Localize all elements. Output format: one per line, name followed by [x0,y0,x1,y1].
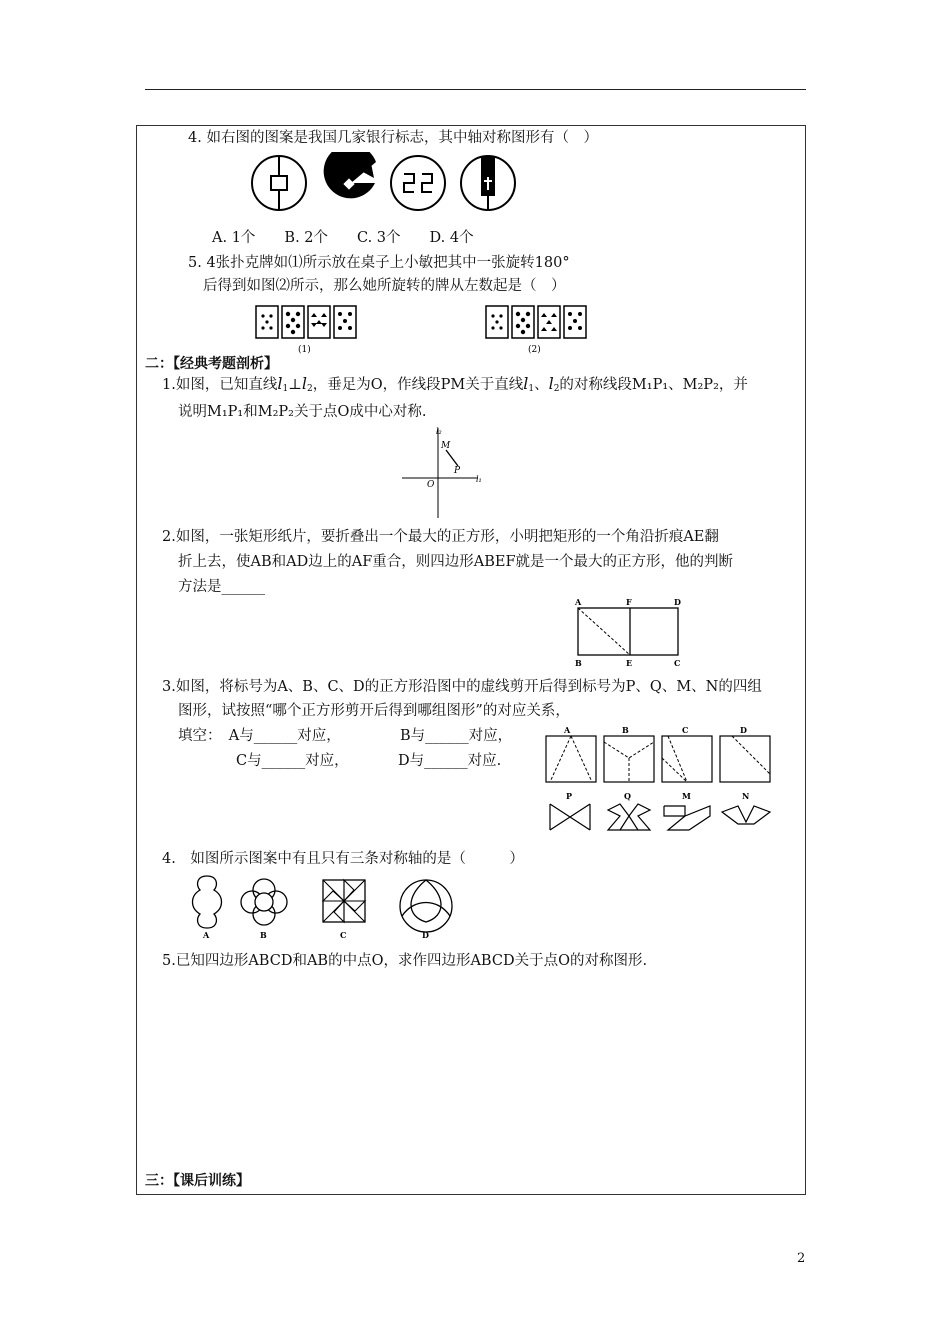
ex2-rectangle-figure [572,596,687,668]
label-l1: l₁ [476,475,482,484]
ex2-line1: 2.如图，一张矩形纸片，要折叠出一个最大的正方形，小明把矩形的一个角沿折痕AE翻 [162,529,719,545]
q4-banks-question: 4. 如右图的图案是我国几家银行标志，其中轴对称图形有（ ） [188,130,598,146]
svg-text:B: B [622,725,629,735]
bank-logos-figure [248,152,523,214]
ex3-fill-d: D与______对应. [398,753,502,769]
svg-text:B: B [575,658,582,668]
ex3-fill-a: 填空： A与______对应， [178,728,341,744]
svg-text:D: D [740,725,747,735]
svg-text:C: C [674,658,681,668]
ex2-line2: 折上去，使AB和AD边上的AF重合，则四边形ABEF就是一个最大的正方形，他的判断 [178,554,734,570]
section3-title: 三：【课后训练】 [145,1173,250,1189]
svg-text:A: A [203,930,210,940]
bank-logo-3 [391,156,445,210]
svg-text:A: A [564,725,571,735]
cards-label-2: (2) [528,345,541,355]
cards-set-1 [256,306,356,338]
ex3-fill-b: B与______对应， [400,728,513,744]
svg-text:N: N [742,791,750,801]
ex4-question: 4. 如图所示图案中有且只有三条对称轴的是（ ） [162,851,524,867]
ex5-question: 5.已知四边形ABCD和AB的中点O，求作四边形ABCD关于点O的对称图形. [162,953,648,969]
svg-text:Q: Q [624,791,631,801]
header-rule [145,89,806,90]
playing-cards-figure [252,304,612,356]
cards-label-1: (1) [298,345,311,355]
q5-cards-line2: 后得到如图⑵所示，那么她所旋转的牌从左数起是（ ） [203,278,566,294]
svg-text:D: D [674,597,681,607]
ex3-fill-c: C与______对应， [236,753,349,769]
bank-logo-1 [252,156,306,210]
ex1-axes-figure [398,426,488,524]
label-P: P [454,466,461,476]
svg-text:C: C [340,930,347,940]
ex1-line1: 1.如图，已知直线$l_1\perp l_2$，垂足为O，作线段PM关于直线$l_1$、$l_2$的对称线段M₁P₁、M₂P₂，并 [162,374,748,394]
bank-logo-4 [461,156,515,210]
svg-text:A: A [575,597,582,607]
section2-title: 二：【经典考题剖析】 [145,356,278,372]
svg-text:E: E [626,658,633,668]
q5-cards-line1: 5. 4张扑克牌如⑴所示放在桌子上小敏把其中一张旋转180° [188,255,570,271]
label-O: O [427,480,435,490]
label-l2: l₂ [436,427,442,436]
label-M: M [441,441,451,451]
svg-text:M: M [682,791,691,801]
ex1-line2: 说明M₁P₁和M₂P₂关于点O成中心对称. [178,404,427,420]
svg-text:B: B [260,930,267,940]
svg-text:D: D [422,930,429,940]
cards-set-2 [486,306,586,338]
ex3-cut-squares-figure [542,722,777,834]
ex2-line3: 方法是______ [178,579,265,595]
ex3-line2: 图形，试按照“哪个正方形剪开后得到哪组图形”的对应关系， [178,703,570,719]
svg-text:C: C [682,725,689,735]
svg-text:P: P [566,791,573,801]
svg-text:F: F [626,597,632,607]
q4-banks-options: A. 1个 B. 2个 C. 3个 D. 4个 [212,230,474,246]
ex4-symmetry-figure [178,872,456,940]
bank-logo-2 [324,152,376,198]
ex3-line1: 3.如图，将标号为A、B、C、D的正方形沿图中的虚线剪开后得到标号为P、Q、M、N的四组 [162,679,762,695]
page-number: 2 [797,1251,806,1266]
